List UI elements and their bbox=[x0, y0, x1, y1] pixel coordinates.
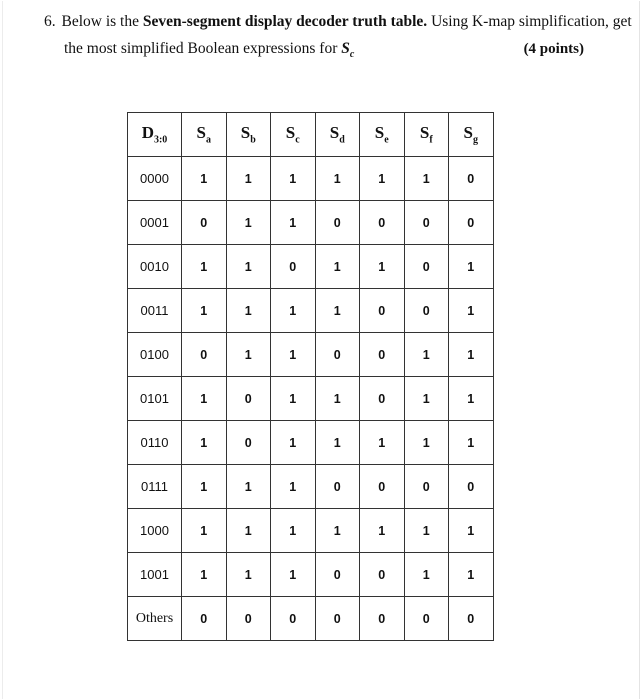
table-row bbox=[128, 597, 494, 641]
table-row bbox=[128, 333, 494, 377]
table-header-row bbox=[128, 113, 494, 157]
output-cell: 0 bbox=[182, 201, 227, 245]
header-output bbox=[315, 113, 360, 157]
output-cell: 0 bbox=[271, 597, 316, 641]
output-cell: 0 bbox=[404, 245, 449, 289]
question-line-1 bbox=[44, 12, 634, 32]
output-cell: 1 bbox=[182, 553, 227, 597]
output-cell: 1 bbox=[182, 377, 227, 421]
output-cell: 0 bbox=[182, 597, 227, 641]
output-cell: 0 bbox=[315, 333, 360, 377]
table-row bbox=[128, 465, 494, 509]
output-cell: 1 bbox=[449, 421, 494, 465]
header-output-sub: f bbox=[429, 134, 433, 146]
output-cell: 1 bbox=[182, 509, 227, 553]
question-bold-phrase: Seven-segment display decoder truth table. bbox=[142, 13, 428, 30]
output-cell: 0 bbox=[315, 553, 360, 597]
output-cell: 1 bbox=[271, 377, 316, 421]
input-cell: 0000 bbox=[128, 157, 182, 201]
input-cell: 0010 bbox=[128, 245, 182, 289]
output-cell: 1 bbox=[315, 509, 360, 553]
output-cell: 1 bbox=[182, 421, 227, 465]
output-cell: 1 bbox=[360, 157, 405, 201]
header-output-base: S bbox=[419, 123, 430, 143]
output-cell: 0 bbox=[449, 157, 494, 201]
table-row bbox=[128, 509, 494, 553]
output-cell: 0 bbox=[360, 597, 405, 641]
output-cell: 1 bbox=[315, 421, 360, 465]
output-cell: 0 bbox=[182, 333, 227, 377]
output-cell: 0 bbox=[315, 201, 360, 245]
header-output bbox=[360, 113, 405, 157]
header-output-sub: b bbox=[250, 134, 256, 146]
output-cell: 1 bbox=[182, 157, 227, 201]
header-output bbox=[226, 113, 271, 157]
header-output bbox=[404, 113, 449, 157]
question-instruction: Using K-map simplification, get bbox=[431, 13, 632, 30]
output-cell: 0 bbox=[360, 289, 405, 333]
output-cell: 0 bbox=[404, 289, 449, 333]
output-cell: 1 bbox=[271, 553, 316, 597]
output-cell: 1 bbox=[315, 157, 360, 201]
output-cell: 0 bbox=[404, 201, 449, 245]
table-row bbox=[128, 201, 494, 245]
output-cell: 1 bbox=[404, 421, 449, 465]
points-label: (4 points) bbox=[523, 41, 584, 57]
header-output-base: S bbox=[196, 123, 206, 143]
output-cell: 0 bbox=[360, 553, 405, 597]
table-row bbox=[128, 245, 494, 289]
output-cell: 1 bbox=[226, 245, 271, 289]
output-cell: 1 bbox=[271, 201, 316, 245]
header-output-base: S bbox=[329, 123, 340, 143]
output-cell: 0 bbox=[360, 333, 405, 377]
output-cell: 1 bbox=[404, 553, 449, 597]
output-cell: 0 bbox=[449, 465, 494, 509]
output-cell: 1 bbox=[226, 289, 271, 333]
header-output bbox=[449, 113, 494, 157]
output-cell: 1 bbox=[404, 157, 449, 201]
question-intro: Below is the bbox=[61, 13, 139, 30]
header-output-base: S bbox=[285, 123, 296, 143]
output-cell: 0 bbox=[226, 421, 271, 465]
output-cell: 1 bbox=[404, 509, 449, 553]
output-cell: 1 bbox=[360, 509, 405, 553]
output-cell: 1 bbox=[271, 157, 316, 201]
output-cell: 1 bbox=[449, 509, 494, 553]
header-input-base: D bbox=[141, 123, 154, 143]
output-cell: 1 bbox=[271, 333, 316, 377]
output-cell: 1 bbox=[360, 421, 405, 465]
table-row bbox=[128, 553, 494, 597]
output-cell: 0 bbox=[404, 465, 449, 509]
header-output bbox=[182, 113, 227, 157]
output-cell: 0 bbox=[404, 597, 449, 641]
output-cell: 0 bbox=[449, 201, 494, 245]
truth-table bbox=[127, 112, 494, 641]
output-cell: 1 bbox=[315, 245, 360, 289]
output-cell: 0 bbox=[360, 465, 405, 509]
output-cell: 1 bbox=[226, 553, 271, 597]
output-cell: 1 bbox=[226, 509, 271, 553]
output-cell: 1 bbox=[182, 245, 227, 289]
question-line-2 bbox=[64, 39, 584, 65]
table-row bbox=[128, 289, 494, 333]
table-row bbox=[128, 421, 494, 465]
output-cell: 1 bbox=[271, 421, 316, 465]
target-variable bbox=[341, 40, 355, 61]
header-output-sub: a bbox=[205, 134, 211, 146]
header-output-sub: g bbox=[472, 134, 478, 146]
output-cell: 1 bbox=[271, 465, 316, 509]
output-cell: 0 bbox=[271, 245, 316, 289]
output-cell: 1 bbox=[315, 377, 360, 421]
output-cell: 1 bbox=[360, 245, 405, 289]
input-cell: 1000 bbox=[128, 509, 182, 553]
output-cell: 0 bbox=[315, 465, 360, 509]
input-cell: 1001 bbox=[128, 553, 182, 597]
input-cell: 0100 bbox=[128, 333, 182, 377]
output-cell: 0 bbox=[360, 377, 405, 421]
header-output-base: S bbox=[463, 123, 473, 143]
output-cell: 1 bbox=[449, 377, 494, 421]
input-cell: 0111 bbox=[128, 465, 182, 509]
output-cell: 1 bbox=[182, 465, 227, 509]
header-output-sub: c bbox=[295, 134, 300, 146]
question-line2-text: the most simplified Boolean expressions for bbox=[64, 40, 338, 57]
output-cell: 1 bbox=[182, 289, 227, 333]
header-output-base: S bbox=[374, 123, 385, 143]
output-cell: 0 bbox=[315, 597, 360, 641]
output-cell: 1 bbox=[226, 157, 271, 201]
output-cell: 1 bbox=[315, 289, 360, 333]
input-cell: 0001 bbox=[128, 201, 182, 245]
output-cell: 1 bbox=[449, 245, 494, 289]
output-cell: 1 bbox=[271, 289, 316, 333]
input-cell: Others bbox=[128, 597, 182, 641]
output-cell: 1 bbox=[404, 333, 449, 377]
header-output-base: S bbox=[240, 123, 251, 143]
target-variable-sub: c bbox=[349, 49, 355, 61]
input-cell: 0101 bbox=[128, 377, 182, 421]
output-cell: 0 bbox=[226, 377, 271, 421]
input-cell: 0011 bbox=[128, 289, 182, 333]
output-cell: 0 bbox=[226, 597, 271, 641]
header-input-sub: 3:0 bbox=[153, 134, 168, 146]
header-output bbox=[271, 113, 316, 157]
output-cell: 1 bbox=[449, 553, 494, 597]
output-cell: 1 bbox=[271, 509, 316, 553]
output-cell: 1 bbox=[449, 333, 494, 377]
output-cell: 1 bbox=[226, 201, 271, 245]
header-input bbox=[128, 113, 182, 157]
header-output-sub: e bbox=[384, 134, 389, 146]
output-cell: 1 bbox=[404, 377, 449, 421]
target-variable-base: S bbox=[341, 40, 350, 57]
table-row bbox=[128, 157, 494, 201]
header-output-sub: d bbox=[339, 134, 345, 146]
table-body bbox=[128, 157, 494, 641]
table-row bbox=[128, 377, 494, 421]
output-cell: 0 bbox=[360, 201, 405, 245]
output-cell: 0 bbox=[449, 597, 494, 641]
question-number: 6. bbox=[44, 13, 56, 30]
input-cell: 0110 bbox=[128, 421, 182, 465]
output-cell: 1 bbox=[449, 289, 494, 333]
output-cell: 1 bbox=[226, 333, 271, 377]
output-cell: 1 bbox=[226, 465, 271, 509]
